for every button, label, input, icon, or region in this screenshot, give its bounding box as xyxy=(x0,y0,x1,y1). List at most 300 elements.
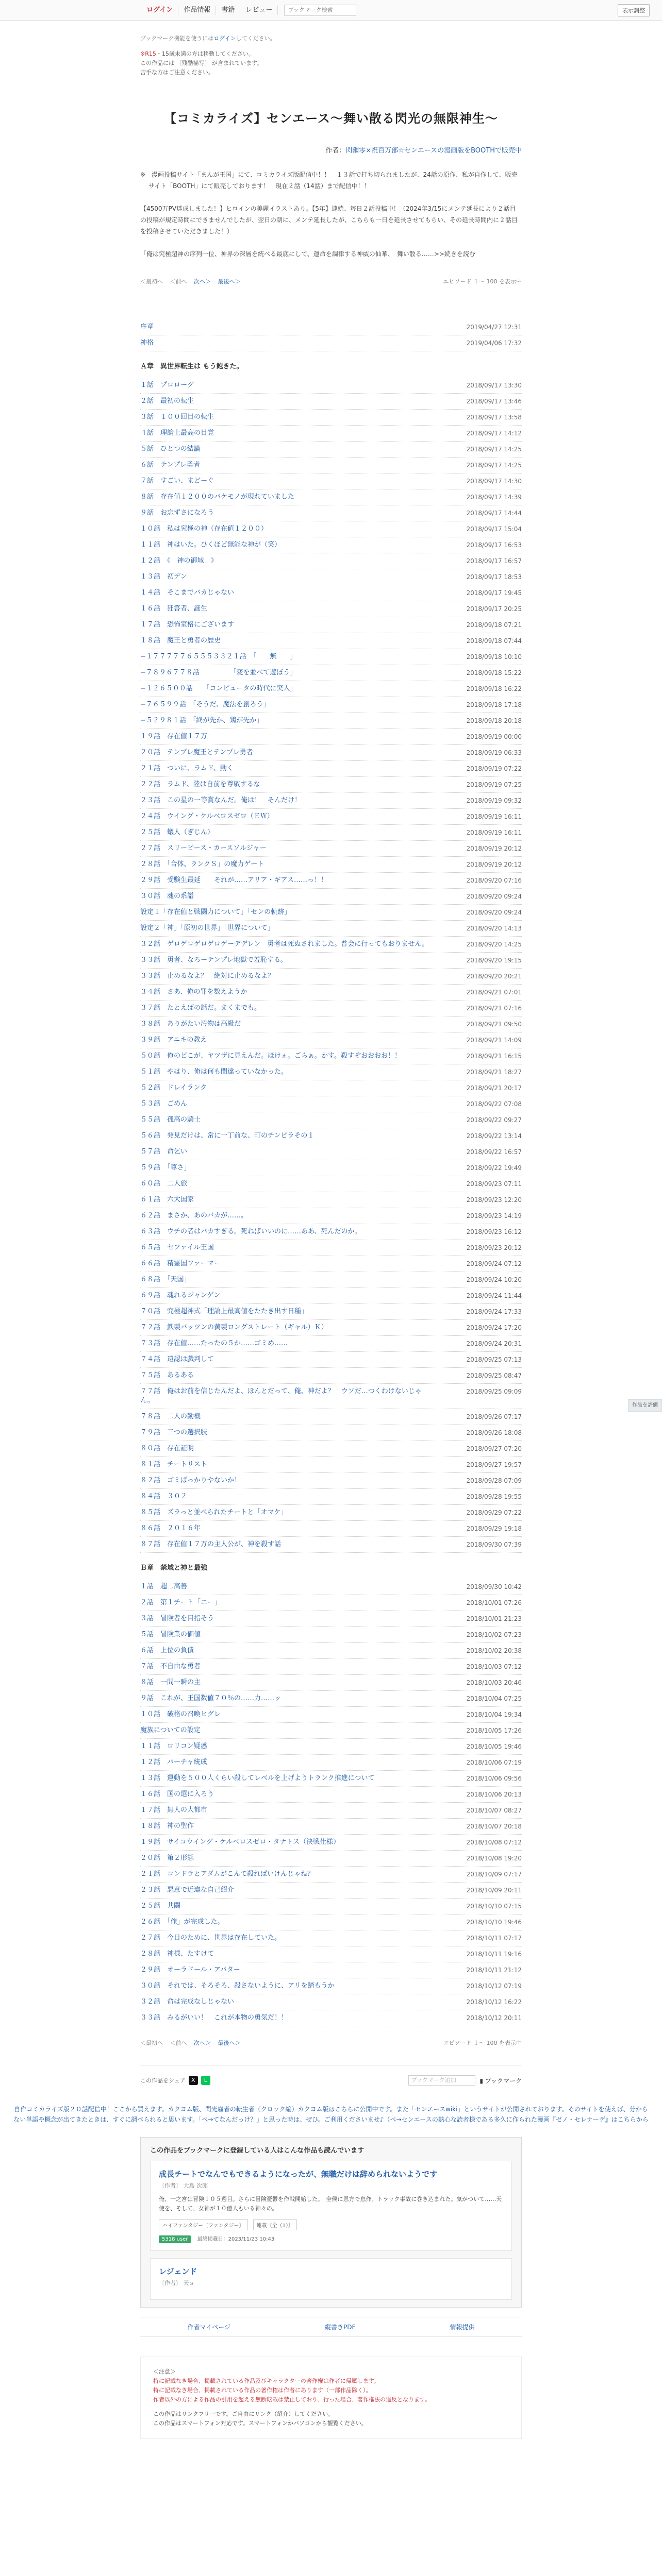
recommendation-title[interactable]: 成長チートでなんでもできるようになったが、無職だけは辞められないようです xyxy=(159,2170,438,2179)
episode-row[interactable] xyxy=(140,1691,522,1707)
episode-date: 2018/09/26 07:17 xyxy=(466,1413,522,1420)
episode-title[interactable]: ６２話 まさか、あのバカが……。 xyxy=(140,1212,248,1219)
line-share-icon[interactable]: L xyxy=(201,2076,210,2085)
episode-date: 2018/09/20 14:13 xyxy=(466,925,522,932)
episode-date: 2018/09/19 07:22 xyxy=(466,765,522,772)
episode-row[interactable] xyxy=(140,1627,522,1643)
synopsis-paragraph: 「俺は究極超神の序列一位、神界の深層を統べる最底にして、運命を調律する神威の仙華、 舞い散る……>>続きを読む xyxy=(140,250,475,258)
episode-title[interactable]: ２６話 「俺」が完成した。 xyxy=(140,1918,224,1926)
episode-title[interactable]: ７話 不自由な勇者 xyxy=(140,1663,201,1670)
episode-title[interactable]: ２９話 受験生最延 それが……アリア・ギアス……っ！！ xyxy=(140,876,327,884)
top-header xyxy=(0,0,662,21)
episode-title[interactable]: ３３話 勇者、なろーテンプレ地獄で羞恥する。 xyxy=(140,956,287,964)
pager-prev[interactable]: ＜前へ xyxy=(170,2040,187,2046)
episode-row[interactable] xyxy=(140,889,522,905)
episode-title[interactable]: ７０話 究極超神式「理論上最高値をたたき出す日種」 xyxy=(140,1308,308,1315)
episode-row[interactable] xyxy=(140,1489,522,1505)
episode-title[interactable]: ３話 冒険者を目指そう xyxy=(140,1615,214,1622)
episode-title[interactable]: ２３話 この星の一等賞なんだ。俺は！ そんだけ！ xyxy=(140,796,302,804)
episode-row[interactable] xyxy=(140,1851,522,1867)
episode-title[interactable]: ３９話 アニキの教え xyxy=(140,1036,207,1044)
login-link[interactable]: ログイン xyxy=(141,6,178,15)
episode-date: 2018/09/26 18:08 xyxy=(466,1429,522,1436)
episode-row[interactable] xyxy=(140,521,522,537)
episode-title[interactable]: −１７７７７７６５５５３３２１話 「 無 」 xyxy=(140,653,297,660)
main-content xyxy=(140,21,522,2086)
episode-row[interactable] xyxy=(140,1064,522,1080)
episode-title[interactable]: １３話 初デン xyxy=(140,573,187,581)
episode-title[interactable]: −５２９８１話 「終が先か、鶏が先か」 xyxy=(140,717,263,724)
episode-title[interactable]: ８４話 ３０２ xyxy=(140,1493,188,1500)
episode-title[interactable]: １１話 神はいた。ひくほど無能な神が（笑） xyxy=(140,541,282,549)
episode-title[interactable]: ９話 お忘ずさになろう xyxy=(140,509,214,517)
episode-title[interactable]: ５３話 ごめん xyxy=(140,1100,188,1108)
episode-date: 2018/09/17 13:46 xyxy=(466,398,522,405)
episode-title[interactable]: ３３話 止めるなよ？ 絶対に止めるなよ？ xyxy=(140,972,275,980)
episode-title[interactable]: ５１話 やはり、俺は何も間違っていなかった。 xyxy=(140,1068,288,1076)
episode-row[interactable] xyxy=(140,1835,522,1851)
episode-row[interactable] xyxy=(140,857,522,873)
episode-date: 2018/09/20 09:24 xyxy=(466,893,522,900)
episode-row[interactable] xyxy=(140,457,522,473)
episode-row[interactable] xyxy=(140,1144,522,1160)
episode-title[interactable]: ３８話 ありがたい汚物は高級だ xyxy=(140,1020,241,1028)
author-line: 作者：閃幽零×祝百万部☆センエースの漫画版をBOOTHで販売中 xyxy=(325,147,522,155)
episode-row[interactable] xyxy=(140,426,522,442)
episode-title[interactable]: ２９話 オーラドール・アバター xyxy=(140,1966,240,1974)
episode-row[interactable] xyxy=(140,1016,522,1032)
episode-title[interactable]: −７６５９９話 「そうだ、魔法を創ろう」 xyxy=(140,701,270,708)
episode-title[interactable]: ７８話 二人の勤機 xyxy=(140,1413,201,1420)
episode-row[interactable] xyxy=(140,1001,522,1016)
episode-title[interactable]: ３話 １００回目の転生 xyxy=(140,413,214,421)
episode-date: 2018/09/19 00:00 xyxy=(466,733,522,740)
episode-date: 2018/09/22 07:08 xyxy=(466,1100,522,1108)
episode-title[interactable]: ８７話 存在値１７万の主人公が、神を殺す話 xyxy=(140,1540,282,1548)
episode-date: 2018/09/17 14:44 xyxy=(466,510,522,517)
episode-row[interactable] xyxy=(140,1272,522,1288)
episode-row[interactable] xyxy=(140,617,522,633)
episode-date: 2018/09/17 15:04 xyxy=(466,526,522,533)
episode-title[interactable]: ８２話 ゴミばっかりやないか！ xyxy=(140,1477,241,1484)
episode-title[interactable]: ２８話 神様、たすけて xyxy=(140,1950,214,1958)
episode-title[interactable]: ７５話 あるある xyxy=(140,1371,194,1379)
episode-row[interactable] xyxy=(140,1320,522,1336)
episode-title[interactable]: １７話 無人の大都市 xyxy=(140,1806,208,1814)
bookmark-button[interactable]: ▮ ブックマーク xyxy=(479,2077,522,2084)
recommendation-card[interactable] xyxy=(150,2258,512,2300)
nav-novel-info[interactable]: 作品情報 xyxy=(178,6,216,15)
episode-date: 2018/09/19 16:11 xyxy=(466,813,522,820)
author-mypage-link[interactable]: 作者マイページ xyxy=(187,2324,231,2331)
episode-title[interactable]: ２話 第１チート「ニー」 xyxy=(140,1599,221,1606)
episode-title[interactable]: ２話 最初の転生 xyxy=(140,397,194,405)
episode-title[interactable]: ３０話 魂の系譜 xyxy=(140,892,194,900)
display-settings-button[interactable]: 表示調整 xyxy=(618,4,650,16)
episode-row[interactable] xyxy=(140,1803,522,1819)
episode-row[interactable] xyxy=(140,1208,522,1224)
episode-date: 2018/10/10 07:15 xyxy=(466,1903,522,1910)
episode-title[interactable]: ７７話 俺はお前を信じたんだよ、ほんとだって、俺、神だよ？ ウソだ…つくわけないじゃん。 xyxy=(140,1387,422,1404)
episode-row[interactable] xyxy=(140,1192,522,1208)
episode-date: 2018/10/11 21:12 xyxy=(466,1967,522,1974)
episode-row[interactable] xyxy=(140,1304,522,1320)
episode-row[interactable] xyxy=(140,697,522,713)
episode-date: 2018/09/30 07:39 xyxy=(466,1541,522,1548)
episode-row[interactable] xyxy=(140,378,522,394)
episode-row[interactable] xyxy=(140,793,522,809)
episode-date: 2018/10/12 20:11 xyxy=(466,2014,522,2022)
episode-title[interactable]: １６話 狂答者、誕生 xyxy=(140,605,208,613)
episode-row[interactable] xyxy=(140,841,522,857)
episode-row[interactable] xyxy=(140,713,522,729)
episode-row[interactable] xyxy=(140,1771,522,1787)
episode-title[interactable]: ２４話 ウイング・ケルベロスゼロ（ＥＷ） xyxy=(140,812,274,820)
episode-date: 2018/09/18 20:18 xyxy=(466,717,522,724)
episode-title[interactable]: １１話 ロリコン疑惑 xyxy=(140,1742,207,1750)
episode-row[interactable] xyxy=(140,601,522,617)
episode-row[interactable] xyxy=(140,489,522,505)
pager-bottom xyxy=(140,2039,522,2047)
episode-row[interactable] xyxy=(140,1643,522,1659)
episode-row[interactable] xyxy=(140,1368,522,1384)
episode-row[interactable] xyxy=(140,1256,522,1272)
episode-date: 2018/10/09 20:11 xyxy=(466,1887,522,1894)
episode-date: 2018/09/24 11:44 xyxy=(466,1292,522,1299)
pager-prev[interactable]: ＜前へ xyxy=(170,278,187,285)
pager-next[interactable]: 次へ＞ xyxy=(194,278,211,285)
episode-title[interactable]: ３２話 ゲロゲロゲロゲロゲーデデレン 勇者は死ぬされました。普会に行ってもおりません。 xyxy=(140,940,429,948)
episode-date: 2018/09/27 19:57 xyxy=(466,1461,522,1468)
episode-row[interactable] xyxy=(140,1457,522,1473)
episode-row[interactable] xyxy=(140,1080,522,1096)
episode-title[interactable]: ７３話 存在値……たったの５か……ゴミめ…… xyxy=(140,1340,288,1347)
episode-title[interactable]: ６話 テンプレ勇者 xyxy=(140,461,200,469)
content-warning: ※R15・15歳未満の方は移動してください。 この作品には 〔残酷描写〕 が含まれています。 苦手な方はご注意ください。 xyxy=(140,50,263,76)
pager-top xyxy=(140,277,522,285)
rate-novel-tab[interactable]: 作品を評価 xyxy=(628,1399,662,1412)
episode-date: 2018/09/29 19:18 xyxy=(466,1525,522,1532)
episode-row[interactable] xyxy=(140,681,522,697)
last-updated: 最終掲載日：2023/11/23 10:43 xyxy=(197,2236,275,2242)
episode-row[interactable] xyxy=(140,1994,522,2010)
episode-row[interactable] xyxy=(140,1352,522,1368)
episode-title[interactable]: ６６話 精霊国ファーマー xyxy=(140,1260,221,1267)
pager-last[interactable]: 最後へ＞ xyxy=(218,2040,241,2046)
episode-row[interactable] xyxy=(140,537,522,553)
episode-title[interactable]: ２０話 テンプレ魔王とテンプレ勇者 xyxy=(140,749,253,756)
episode-title[interactable]: ４話 理論上最高の目覚 xyxy=(140,429,214,437)
episode-row[interactable] xyxy=(140,1048,522,1064)
nav-reviews[interactable]: レビュー xyxy=(240,6,278,15)
episode-date: 2018/09/19 07:25 xyxy=(466,781,522,788)
episode-title[interactable]: ５話 冒険業の価値 xyxy=(140,1631,201,1638)
episode-row[interactable] xyxy=(140,1739,522,1755)
episode-title[interactable]: １３話 運動を５００人くらい殺してレベルを上げようトランク推進について xyxy=(140,1774,375,1782)
episode-title[interactable]: １２話 《 神の御域 》 xyxy=(140,557,218,565)
episode-row[interactable] xyxy=(140,1128,522,1144)
episode-title[interactable]: ５７話 命乞い xyxy=(140,1148,188,1156)
episode-date: 2018/09/17 16:57 xyxy=(466,557,522,565)
episode-date: 2018/09/19 20:12 xyxy=(466,861,522,868)
episode-title[interactable]: ２７話 スリーピース・カースソルジャー xyxy=(140,844,267,852)
episode-row[interactable] xyxy=(140,1224,522,1240)
episode-row[interactable] xyxy=(140,1425,522,1441)
episode-row[interactable] xyxy=(140,1441,522,1457)
episode-row[interactable] xyxy=(140,1505,522,1521)
episode-row[interactable] xyxy=(140,1946,522,1962)
episode-title[interactable]: −７８９６７７８話 「変を並べて遊ぼう」 xyxy=(140,669,297,676)
episode-row[interactable] xyxy=(140,1819,522,1835)
episode-title[interactable]: １０話 破格の召喚ヒグレ xyxy=(140,1710,221,1718)
episode-row[interactable] xyxy=(140,825,522,841)
episode-title[interactable]: ７２話 鉄製バッツンの黄製ロングストレート（ギャル）Ｋ） xyxy=(140,1324,328,1331)
episode-row[interactable] xyxy=(140,1112,522,1128)
episode-title[interactable]: ２１話 ついに、ラムド、動く xyxy=(140,765,234,772)
episode-date: 2018/10/02 20:38 xyxy=(466,1647,522,1654)
episode-date: 2018/09/19 06:33 xyxy=(466,749,522,756)
episode-row[interactable] xyxy=(140,761,522,777)
episode-title[interactable]: ７９話 三つの選択肢 xyxy=(140,1429,208,1436)
episode-title[interactable]: １９話 存在値１７万 xyxy=(140,733,208,740)
episode-date: 2018/10/11 19:16 xyxy=(466,1951,522,1958)
episode-row[interactable] xyxy=(140,777,522,793)
episode-row[interactable] xyxy=(140,1176,522,1192)
episode-title[interactable]: １７話 恐怖室格にございます xyxy=(140,621,235,629)
episode-date: 2018/09/23 20:12 xyxy=(466,1244,522,1251)
info-link[interactable]: 情報提供 xyxy=(450,2324,475,2331)
episode-title[interactable]: ６０話 二人旅 xyxy=(140,1180,188,1188)
episode-title[interactable]: ３０話 それでは、そろそろ、殺さないように、アリを踏もうか xyxy=(140,1982,335,1990)
episode-date: 2018/09/23 07:11 xyxy=(466,1180,522,1188)
episode-title[interactable]: ８話 存在値１２００のバケモノが現れていました xyxy=(140,493,294,501)
episode-title[interactable]: 序章 xyxy=(140,323,154,331)
episode-date: 2018/09/21 16:15 xyxy=(466,1053,522,1060)
episode-row[interactable] xyxy=(140,1707,522,1723)
chapter-title: Ａ章 異世界転生は もう飽きた。 xyxy=(140,363,243,370)
episode-row[interactable] xyxy=(140,985,522,1001)
recommendation-card[interactable] xyxy=(150,2161,512,2251)
author-link[interactable]: 閃幽零×祝百万部☆センエースの漫画版をBOOTHで販売中 xyxy=(345,147,522,155)
episode-title[interactable]: ２７話 今日のために、世界は存在していた。 xyxy=(140,1934,282,1942)
episode-date: 2018/09/25 09:09 xyxy=(466,1388,522,1395)
episode-title[interactable]: １８話 神の聖作 xyxy=(140,1822,194,1830)
episode-title[interactable]: ５０話 俺のどこが、ヤツザに見えんだ。ほけぇ。ごらぁ。かす。殺すぞおおおお！！ xyxy=(140,1052,401,1060)
episode-row[interactable] xyxy=(140,1096,522,1112)
author-links-bar xyxy=(140,2317,522,2337)
episode-title[interactable]: ７４話 遠認は戯判して xyxy=(140,1355,214,1363)
episode-title[interactable]: １話 超二高善 xyxy=(140,1583,188,1590)
episode-title[interactable]: ２１話 コンドラとアダムがこんて殺ればいけんじゃね？ xyxy=(140,1870,315,1878)
episode-row[interactable] xyxy=(140,1473,522,1489)
episode-title[interactable]: ８話 一間一瞬の主 xyxy=(140,1679,201,1686)
episode-row[interactable] xyxy=(140,745,522,761)
vertical-pdf-link[interactable]: 縦書きPDF xyxy=(325,2324,356,2331)
episode-title[interactable]: ８０話 存在証明 xyxy=(140,1445,194,1452)
episode-title[interactable]: ３４話 さあ、俺の罪を数えようか xyxy=(140,988,247,996)
episode-row[interactable] xyxy=(140,1160,522,1176)
episode-date: 2018/09/21 18:27 xyxy=(466,1069,522,1076)
episode-title[interactable]: ２５話 共闘 xyxy=(140,1902,181,1910)
episode-title[interactable]: ６５話 セファイル王国 xyxy=(140,1244,214,1251)
episode-row[interactable] xyxy=(140,953,522,969)
episode-date: 2018/09/27 07:20 xyxy=(466,1445,522,1452)
episode-date: 2018/10/11 07:17 xyxy=(466,1935,522,1942)
share-bar xyxy=(140,2065,522,2086)
episode-row[interactable] xyxy=(140,473,522,489)
x-share-icon[interactable]: X xyxy=(189,2076,198,2085)
episode-row[interactable] xyxy=(140,969,522,985)
episode-date: 2018/09/25 08:47 xyxy=(466,1372,522,1379)
episode-row[interactable] xyxy=(140,1675,522,1691)
episode-row[interactable] xyxy=(140,1883,522,1899)
chapter-title: Ｂ章 禁域と神と最強 xyxy=(140,1564,208,1572)
episode-title[interactable]: −１２６５００話 「コンピュータの時代に突入」 xyxy=(140,685,297,692)
episode-title[interactable]: ３７話 たとえばの話だ。まくまでも。 xyxy=(140,1004,261,1012)
pager-first[interactable]: ＜最初へ xyxy=(140,278,163,285)
episode-row[interactable] xyxy=(140,335,522,351)
episode-title[interactable]: ２５話 蟻人（ぎじん） xyxy=(140,828,214,836)
episode-title[interactable]: ２２話 ラムド、陸は自前を尊敬するな xyxy=(140,781,260,788)
login-inline-link[interactable]: ログイン xyxy=(213,35,236,42)
episode-row[interactable] xyxy=(140,1787,522,1803)
episode-row[interactable] xyxy=(140,394,522,410)
bookmark-search-input[interactable] xyxy=(284,5,356,16)
episode-row[interactable] xyxy=(140,1537,522,1553)
episode-row[interactable] xyxy=(140,585,522,601)
episode-title[interactable]: 神格 xyxy=(140,339,154,347)
episode-row[interactable] xyxy=(140,442,522,457)
episode-row[interactable] xyxy=(140,1659,522,1675)
episode-date: 2018/09/24 07:12 xyxy=(466,1260,522,1267)
episode-title[interactable]: ６１話 六大国家 xyxy=(140,1196,194,1204)
episode-date: 2018/09/17 20:25 xyxy=(466,605,522,613)
episode-title[interactable]: ６３話 ウチの者はバカすぎる。死ねばいいのに……ああ、死んだのか。 xyxy=(140,1228,361,1235)
episode-date: 2018/09/30 10:42 xyxy=(466,1583,522,1590)
episode-date: 2018/09/22 16:57 xyxy=(466,1148,522,1156)
episode-row[interactable] xyxy=(140,873,522,889)
episode-title[interactable]: 設定１「存在値と戦闘力について」「センの軌跡」 xyxy=(140,908,291,916)
episode-title[interactable]: ６９話 魂れるジャンゲン xyxy=(140,1292,221,1299)
episode-row[interactable] xyxy=(140,1288,522,1304)
episode-title[interactable]: ５話 ひとつの結論 xyxy=(140,445,201,453)
episode-date: 2018/09/24 20:31 xyxy=(466,1340,522,1347)
episode-date: 2019/04/27 12:31 xyxy=(466,324,522,331)
episode-title[interactable]: ６話 上位の負債 xyxy=(140,1647,194,1654)
episode-title[interactable]: 設定２「神」「原初の世界」「世界について」 xyxy=(140,924,274,932)
episode-title[interactable]: 魔族についての設定 xyxy=(140,1726,201,1734)
episode-row[interactable] xyxy=(140,1611,522,1627)
episode-row[interactable] xyxy=(140,1930,522,1946)
footer-promo-text[interactable]: 自作コミカライズ版２０話配信中！ここから買えます。カクヨム版、閃光雇者の転生者（クロック編）カクヨム版はこちらに公開中です。また「センエースwiki」というサイトが公開されております。そのサイトを使えば、分からない単語や概念が出てきたときは、すぐに調べられると思います。「ペ→てなんだっけ？」と思った時は、ぜひ。ご利用くださいませ♪（ぺ→センエースの熱心な読者様である多久に作られた漫画『ゼノ・セレナーデ』はこちらから xyxy=(13,2106,649,2123)
episode-row[interactable] xyxy=(140,553,522,569)
episode-title[interactable]: １０話 私は究極の神（存在値１２００） xyxy=(140,525,268,533)
episode-title[interactable]: ２３話 悪意で近違な自己紹介 xyxy=(140,1886,235,1894)
episode-row[interactable] xyxy=(140,665,522,681)
episode-title[interactable]: １６話 国の選に入ろう xyxy=(140,1790,214,1798)
pager-last[interactable]: 最後へ＞ xyxy=(218,278,241,285)
episode-row[interactable] xyxy=(140,1755,522,1771)
episode-title[interactable]: ５６話 発見だけは、常に一丁前な、町のチンピラその１ xyxy=(140,1132,315,1140)
bookmark-login-notice: ブックマーク機能を使うにはログインしてください。 xyxy=(140,35,276,42)
episode-title[interactable]: ３２話 命は完成なしじゃない xyxy=(140,1998,235,2006)
pager-next[interactable]: 次へ＞ xyxy=(194,2040,211,2046)
episode-row[interactable] xyxy=(140,1962,522,1978)
episode-date: 2018/09/17 14:25 xyxy=(466,446,522,453)
episode-row[interactable] xyxy=(140,1899,522,1914)
episode-row[interactable] xyxy=(140,1409,522,1425)
episode-date: 2018/10/06 20:13 xyxy=(466,1791,522,1798)
episode-row[interactable] xyxy=(140,937,522,953)
episode-row[interactable] xyxy=(140,633,522,649)
episode-row[interactable] xyxy=(140,729,522,745)
nav-books[interactable]: 書籍 xyxy=(216,6,240,15)
episode-title[interactable]: ５９話 「尊さ」 xyxy=(140,1164,191,1172)
episode-title[interactable]: １２話 パーチャ統成 xyxy=(140,1758,207,1766)
episode-row[interactable] xyxy=(140,1336,522,1352)
episode-row[interactable] xyxy=(140,1978,522,1994)
genre-tag: ハイファンタジー〔ファンタジー〕 xyxy=(159,2219,248,2230)
episode-title[interactable]: ８５話 ズラっと並べられたチートと「オマケ」 xyxy=(140,1509,288,1516)
episode-date: 2018/09/18 17:18 xyxy=(466,701,522,708)
episode-title[interactable]: １話 プロローグ xyxy=(140,381,194,389)
episode-date: 2018/09/17 13:30 xyxy=(466,382,522,389)
copyright-notice: ＜注意＞ 特に記載なき場合、掲載されている作品及びキャラクターの著作権は作者に帰属します。 特に記載なき場合、掲載されている作品の著作権は作者にあります（一部作品除く）。 作者以外の方による作品の引用を超える無断転載は禁止しており、行った場合、著作権法の違反となります。 この作品はリンクフリーです。ご自由にリンク（紹介）してください。 この作品はスマートフォン対応です。スマートフォンかパソコンから観覧ください。 xyxy=(140,2357,522,2439)
episode-row[interactable] xyxy=(140,809,522,825)
episode-date: 2018/09/22 09:27 xyxy=(466,1116,522,1124)
episode-date: 2018/09/18 15:22 xyxy=(466,669,522,676)
pager-first[interactable]: ＜最初へ xyxy=(140,2040,163,2046)
episode-date: 2018/10/08 07:12 xyxy=(466,1839,522,1846)
episode-title[interactable]: ２０話 第２形態 xyxy=(140,1854,194,1862)
episode-row[interactable] xyxy=(140,1867,522,1883)
episode-date: 2018/09/24 17:20 xyxy=(466,1324,522,1331)
episode-row[interactable] xyxy=(140,921,522,937)
episode-row[interactable] xyxy=(140,1579,522,1595)
recommendation-title[interactable]: レジェンド xyxy=(159,2267,197,2276)
episode-title[interactable]: ７話 すごい、まどーぐ xyxy=(140,477,214,485)
episode-row[interactable] xyxy=(140,1914,522,1930)
episode-title[interactable]: ６８話 「天国」 xyxy=(140,1276,191,1283)
episode-row[interactable] xyxy=(140,319,522,335)
episode-title[interactable]: １９話 サイコウイング・ケルベロスゼロ・タナトス（決戦仕様） xyxy=(140,1838,340,1846)
episode-row[interactable] xyxy=(140,505,522,521)
episode-date: 2018/09/22 13:14 xyxy=(466,1132,522,1140)
episode-row[interactable] xyxy=(140,649,522,665)
bookmark-add-input[interactable]: ブックマーク追加 xyxy=(408,2075,475,2086)
episode-title[interactable]: ３３話 みるがいい！ これが本物の勇気だ！！ xyxy=(140,2014,288,2022)
episode-title[interactable]: １８話 魔王と勇者の歴史 xyxy=(140,637,221,645)
episode-row[interactable] xyxy=(140,1595,522,1611)
episode-title[interactable]: ８６話 ２０１６年 xyxy=(140,1524,201,1532)
episode-row[interactable] xyxy=(140,1384,522,1409)
episode-row[interactable] xyxy=(140,1723,522,1739)
episode-row[interactable] xyxy=(140,2010,522,2026)
episode-title[interactable]: ９話 これが、王国数値７０％の……力……ッ xyxy=(140,1694,282,1702)
episode-title[interactable]: ８１話 チートリスト xyxy=(140,1461,207,1468)
episode-row[interactable] xyxy=(140,569,522,585)
episode-row[interactable] xyxy=(140,1240,522,1256)
episode-row[interactable] xyxy=(140,905,522,921)
episode-date: 2018/09/19 09:32 xyxy=(466,797,522,804)
episode-row[interactable] xyxy=(140,1032,522,1048)
episode-title[interactable]: ５２話 ドレイランク xyxy=(140,1084,207,1092)
episode-title[interactable]: １４話 そこまでバカじゃない xyxy=(140,589,235,597)
episode-row[interactable] xyxy=(140,1521,522,1537)
episode-row[interactable] xyxy=(140,410,522,426)
episode-title[interactable]: ２８話 「合体、ランクＳ」の魔力ゲート xyxy=(140,860,264,868)
episode-title[interactable]: ５５話 孤高の騎士 xyxy=(140,1116,201,1124)
